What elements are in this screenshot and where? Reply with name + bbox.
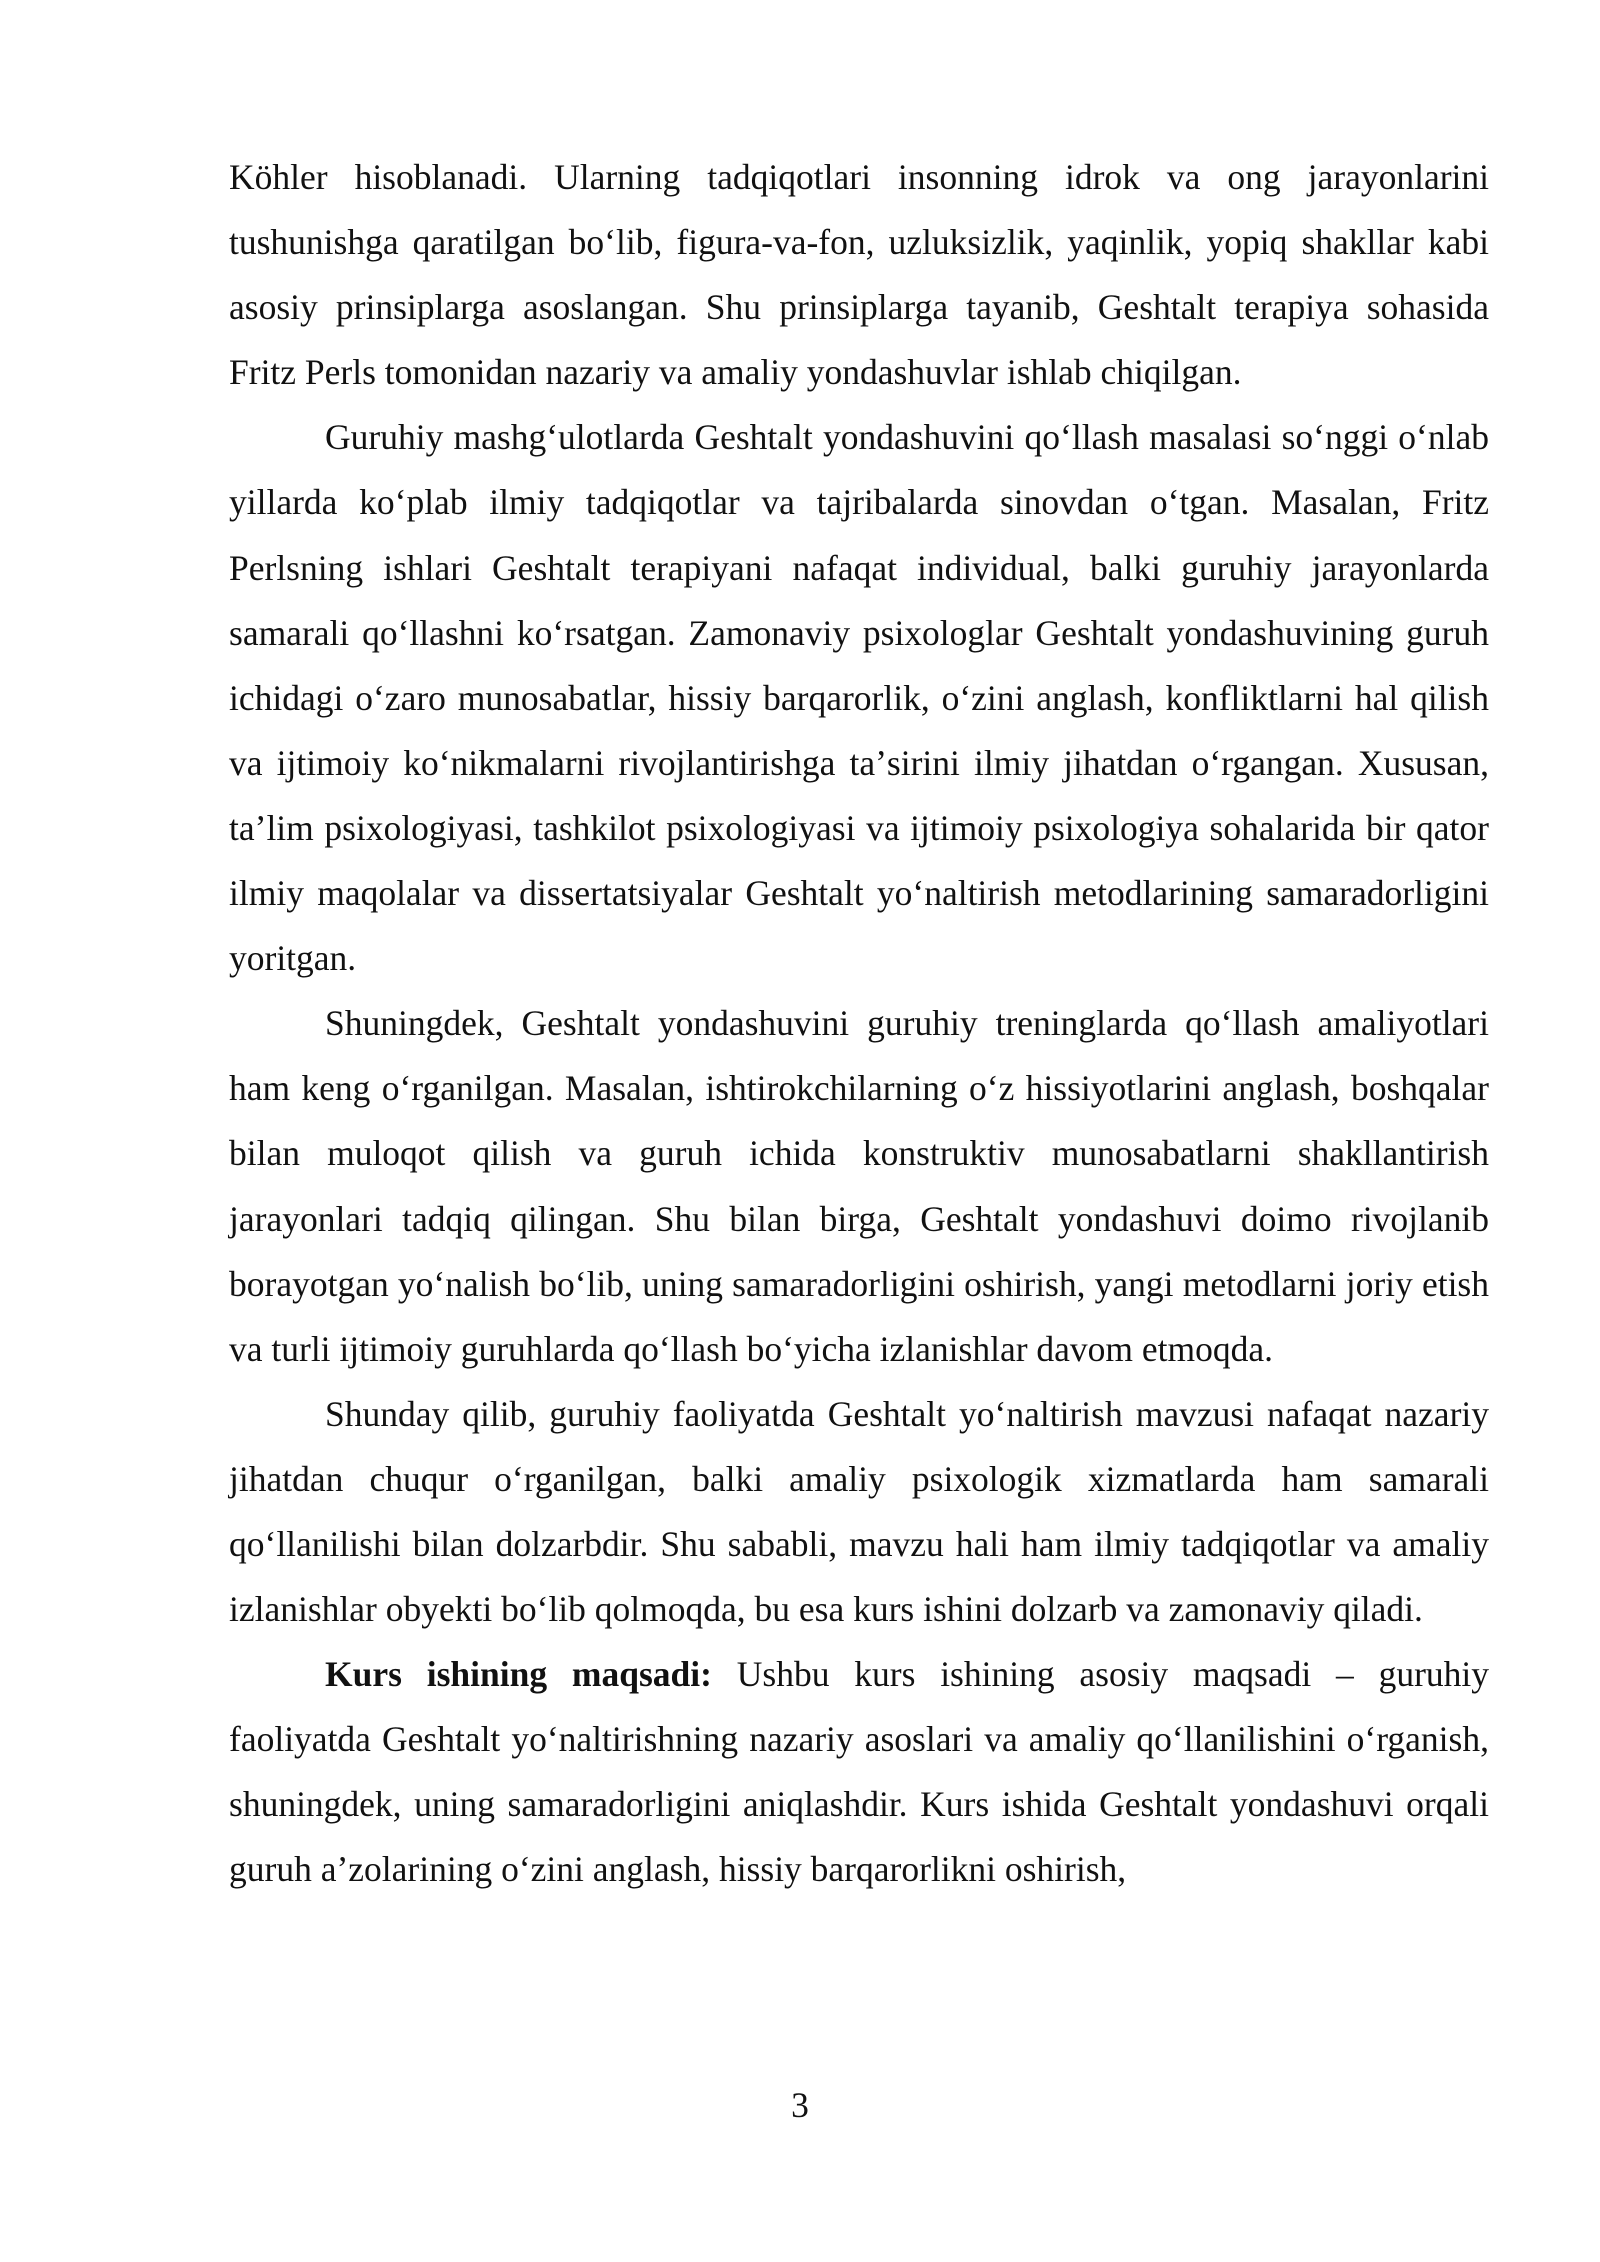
- paragraph-continuation: [229, 145, 1489, 405]
- paragraph-text: Guruhiy mashgʻulotlarda Geshtalt yondashuvini qoʻllash masalasi soʻnggi oʻnlab yillarda koʻplab ilmiy tadqiqotlar va tajribalarda sinovdan oʻtgan. Masalan, Fritz Perlsning ishlari Geshtalt terapiyani nafaqat individual, balki guruhiy jarayonlarda samarali qoʻllashni koʻrsatgan. Zamonaviy psixologlar Geshtalt yondashuvining guruh ichidagi oʻzaro munosabatlar, hissiy barqarorlik, oʻzini anglash, konfliktlarni hal qilish va ijtimoiy koʻnikmalarni rivojlantirishga taʼsirini ilmiy jihatdan oʻrgangan. Xususan, taʼlim psixologiyasi, tashkilot psixologiyasi va ijtimoiy psixologiya sohalarida bir qator ilmiy maqolalar va dissertatsiyalar Geshtalt yoʻnaltirish metodlarining samaradorligini yoritgan.: [229, 417, 1489, 979]
- page-number: 3: [791, 2085, 809, 2125]
- paragraph-goal: [229, 1642, 1489, 1902]
- paragraph-group-trainings: [229, 991, 1489, 1382]
- paragraph-text: Köhler hisoblanadi. Ularning tadqiqotlari insonning idrok va ong jarayonlarini tushunishga qaratilgan boʻlib, figura-va-fon, uzluksizlik, yaqinlik, yopiq shakllar kabi asosiy prinsiplarga asoslangan. Shu prinsiplarga tayanib, Geshtalt terapiya sohasida Fritz Perls tomonidan nazariy va amaliy yondashuvlar ishlab chiqilgan.: [229, 157, 1489, 393]
- paragraph-text: Ushbu kurs ishining asosiy maqsadi – guruhiy faoliyatda Geshtalt yoʻnaltirishning nazariy asoslari va amaliy qoʻllanilishini oʻrganish, shuningdek, uning samaradorligini aniqlashdir. Kurs ishida Geshtalt yondashuvi orqali guruh aʼzolarining oʻzini anglash, hissiy barqarorlikni oshirish,: [229, 1654, 1490, 1890]
- body-text: [229, 145, 1489, 1903]
- paragraph-text: Shunday qilib, guruhiy faoliyatda Geshtalt yoʻnaltirish mavzusi nafaqat nazariy jihatdan chuqur oʻrganilgan, balki amaliy psixologik xizmatlarda ham samarali qoʻllanilishi bilan dolzarbdir. Shu sababli, mavzu hali ham ilmiy tadqiqotlar va amaliy izlanishlar obyekti boʻlib qolmoqda, bu esa kurs ishini dolzarb va zamonaviy qiladi.: [229, 1393, 1489, 1630]
- paragraph-relevance: [229, 1382, 1489, 1642]
- paragraph-lead-heading: Kurs ishining maqsadi:: [325, 1654, 712, 1695]
- paragraph-text: Shuningdek, Geshtalt yondashuvini guruhiy treninglarda qoʻllash amaliyotlari ham keng oʻrganilgan. Masalan, ishtirokchilarning oʻz hissiyotlarini anglash, boshqalar bilan muloqot qilish va guruh ichida konstruktiv munosabatlarni shakllantirish jarayonlari tadqiq qilingan. Shu bilan birga, Geshtalt yondashuvi doimo rivojlanib borayotgan yoʻnalish boʻlib, uning samaradorligini oshirish, yangi metodlarni joriy etish va turli ijtimoiy guruhlarda qoʻllash boʻyicha izlanishlar davom etmoqda.: [229, 1003, 1489, 1369]
- paragraph-research-history: [229, 405, 1489, 991]
